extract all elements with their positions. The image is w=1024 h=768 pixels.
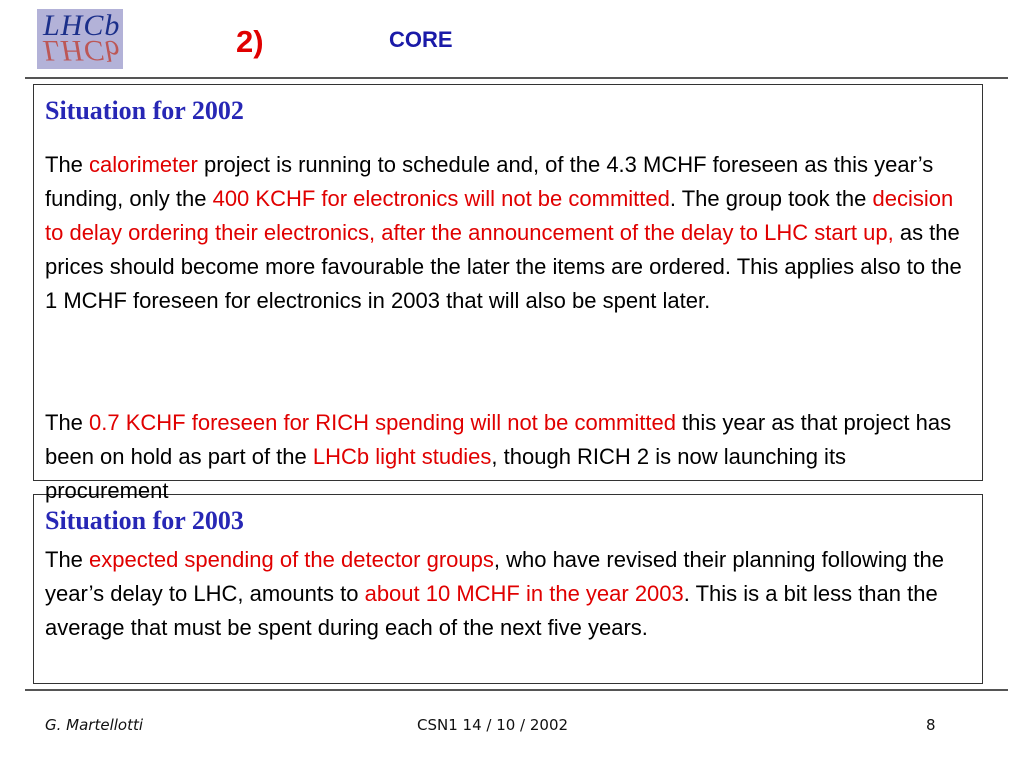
- heading-2003: Situation for 2003: [45, 506, 244, 535]
- body-text: . This is a bit less than the average that must be spent during each of the next five years.: [45, 581, 938, 640]
- footer-page-number: 8: [926, 716, 936, 734]
- body-text: , though RICH 2 is now launching its procurement: [45, 444, 847, 503]
- highlighted-text: about 10 MCHF in the year 2003: [364, 581, 684, 606]
- footer-author: G. Martellotti: [45, 716, 144, 734]
- body-text: The: [45, 410, 90, 435]
- highlighted-text: 0.7 KCHF foreseen for RICH spending will not be committed: [89, 410, 676, 435]
- logo-text: LHCb: [43, 9, 121, 42]
- body-text: , who have revised their planning following the year’s delay to LHC, amounts to: [45, 547, 944, 606]
- bottom-divider: [25, 689, 1008, 691]
- body-text: this year as that project has been on hold as part of the: [45, 410, 952, 469]
- body-text: as the prices should become more favourable the later the items are ordered. This applies also to the 1 MCHF foreseen for electronics in 2003 that will also be spent later.: [45, 220, 962, 313]
- paragraph-2002-rich: [45, 406, 975, 508]
- top-divider: [25, 77, 1008, 79]
- body-text: The: [45, 152, 90, 177]
- highlighted-text: LHCb light studies: [312, 444, 492, 469]
- slide-title: CORE: [389, 27, 453, 52]
- body-text: . The group took the: [669, 186, 873, 211]
- logo-reflection: LHCb: [43, 34, 121, 67]
- body-text: project is running to schedule and, of the 4.3 MCHF foreseen as this year’s funding, only the: [45, 152, 934, 211]
- heading-2002: Situation for 2002: [45, 96, 244, 125]
- paragraph-2003-spending: [45, 543, 975, 645]
- highlighted-text: decision to delay ordering their electronics, after the announcement of the delay to LHC start up,: [45, 186, 954, 245]
- slide-number: 2): [236, 24, 264, 59]
- highlighted-text: calorimeter: [89, 152, 198, 177]
- paragraph-2002-calorimeter: [45, 148, 975, 318]
- lhcb-logo: [37, 9, 123, 69]
- highlighted-text: expected spending of the detector groups: [89, 547, 494, 572]
- highlighted-text: 400 KCHF for electronics will not be committed: [212, 186, 670, 211]
- body-text: The: [45, 547, 90, 572]
- footer-event-date: CSN1 14 / 10 / 2002: [417, 716, 569, 734]
